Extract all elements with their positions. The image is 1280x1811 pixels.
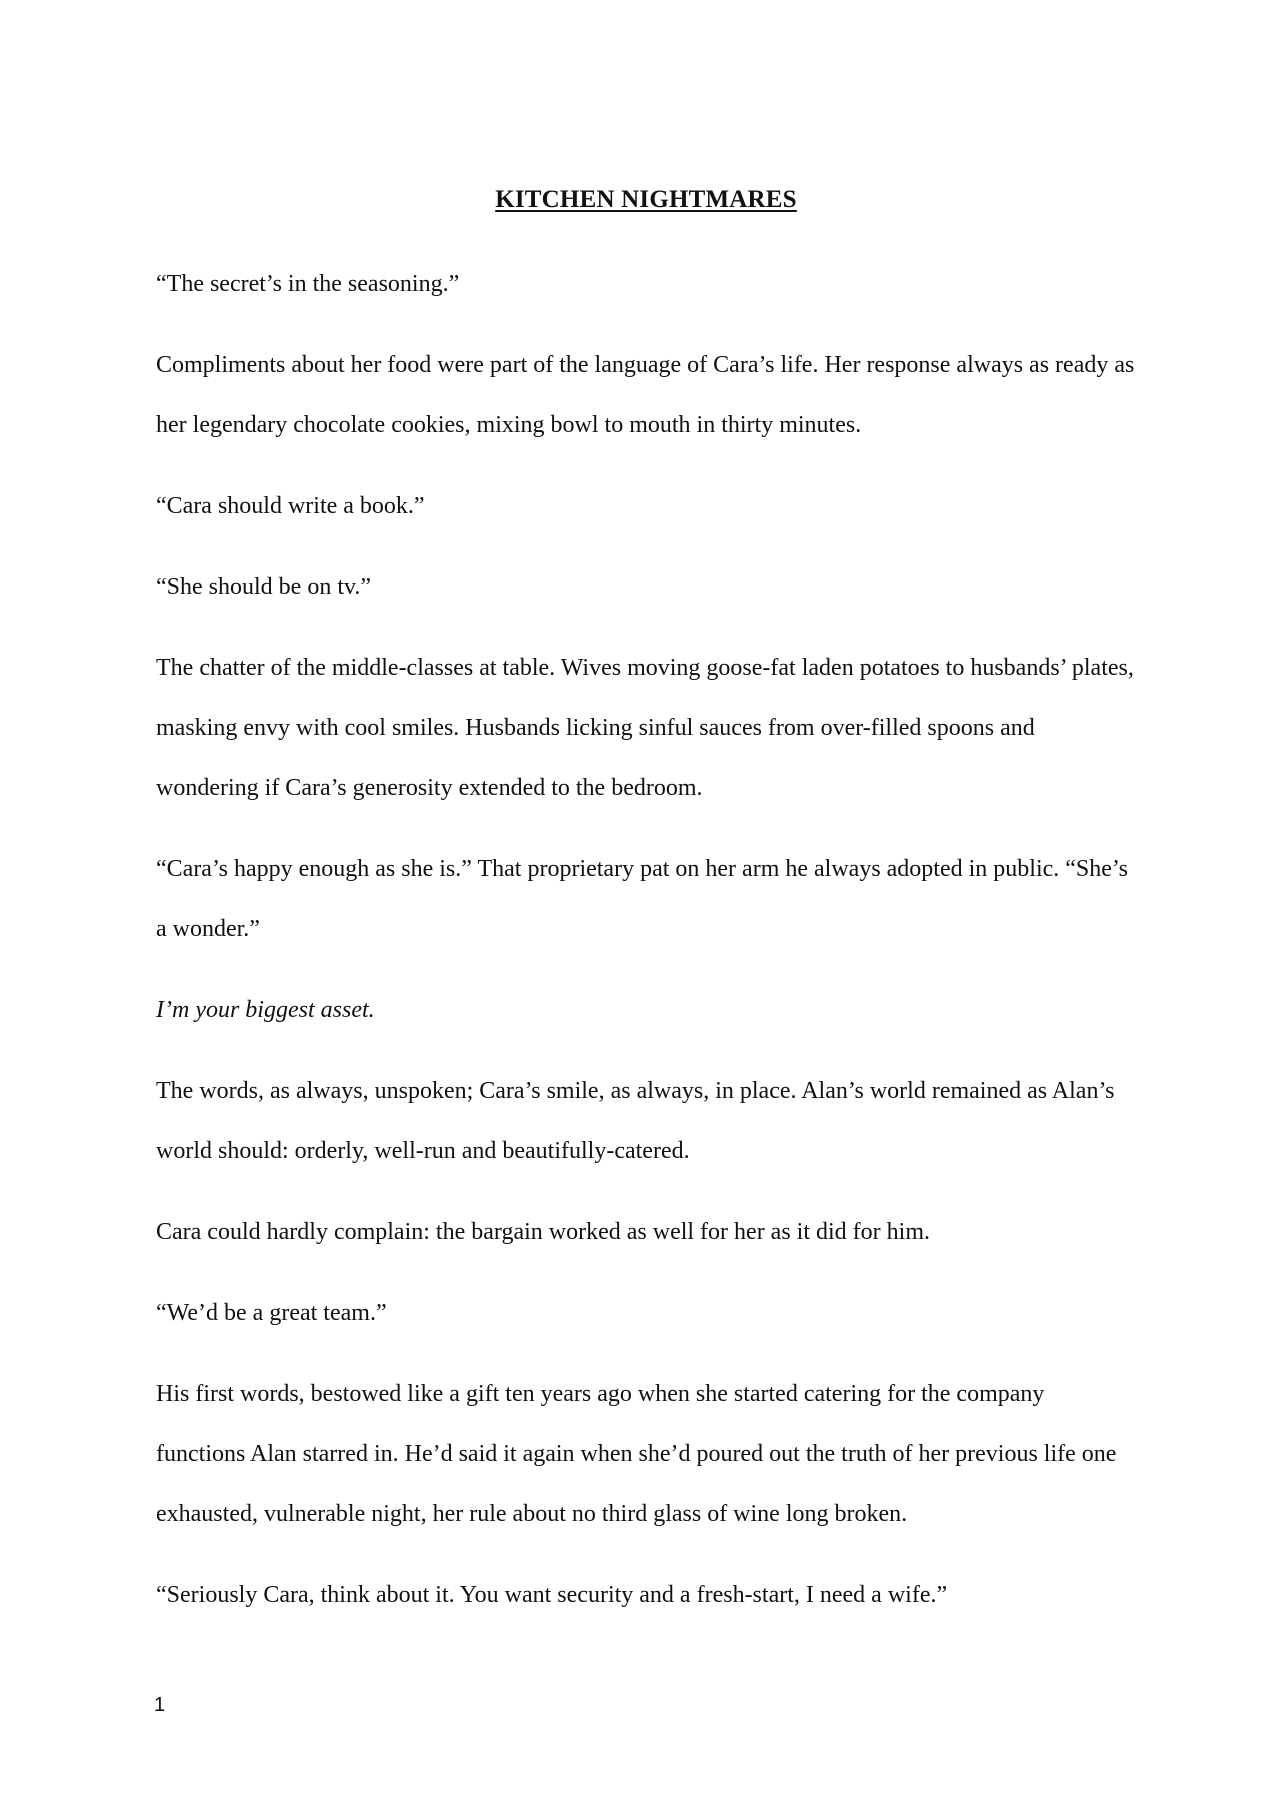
paragraph: Compliments about her food were part of the language of Cara’s life. Her response always as ready as her legendary chocolate cookies, mixing bowl to mouth in thirty minutes. — [156, 352, 1135, 438]
italic-paragraph: I’m your biggest asset. — [156, 997, 375, 1023]
page-number: 1 — [154, 1694, 166, 1716]
paragraph: “The secret’s in the seasoning.” — [156, 271, 460, 297]
document-title: KITCHEN NIGHTMARES — [495, 186, 797, 213]
paragraph: Cara could hardly complain: the bargain worked as well for her as it did for him. — [156, 1219, 930, 1245]
paragraph: “Cara should write a book.” — [156, 493, 425, 519]
paragraph: “Seriously Cara, think about it. You want security and a fresh-start, I need a wife.” — [156, 1582, 948, 1608]
paragraph: “She should be on tv.” — [156, 574, 372, 600]
document-body — [156, 186, 1136, 1646]
paragraph: The chatter of the middle-classes at table. Wives moving goose-fat laden potatoes to husbands’ plates, masking envy with cool smiles. Husbands licking sinful sauces from over-filled spoons and wondering if Cara’s generosity extended to the bedroom. — [156, 655, 1134, 801]
paragraph: His first words, bestowed like a gift ten years ago when she started catering for the company functions Alan starred in. He’d said it again when she’d poured out the truth of her previous life one exhausted, vulnerable night, her rule about no third glass of wine long broken. — [156, 1381, 1117, 1527]
paragraph: The words, as always, unspoken; Cara’s smile, as always, in place. Alan’s world remained as Alan’s world should: orderly, well-run and beautifully-catered. — [156, 1078, 1115, 1164]
paragraph: “Cara’s happy enough as she is.” That proprietary pat on her arm he always adopted in public. “She’s a wonder.” — [156, 856, 1128, 942]
paragraph: “We’d be a great team.” — [156, 1300, 387, 1326]
